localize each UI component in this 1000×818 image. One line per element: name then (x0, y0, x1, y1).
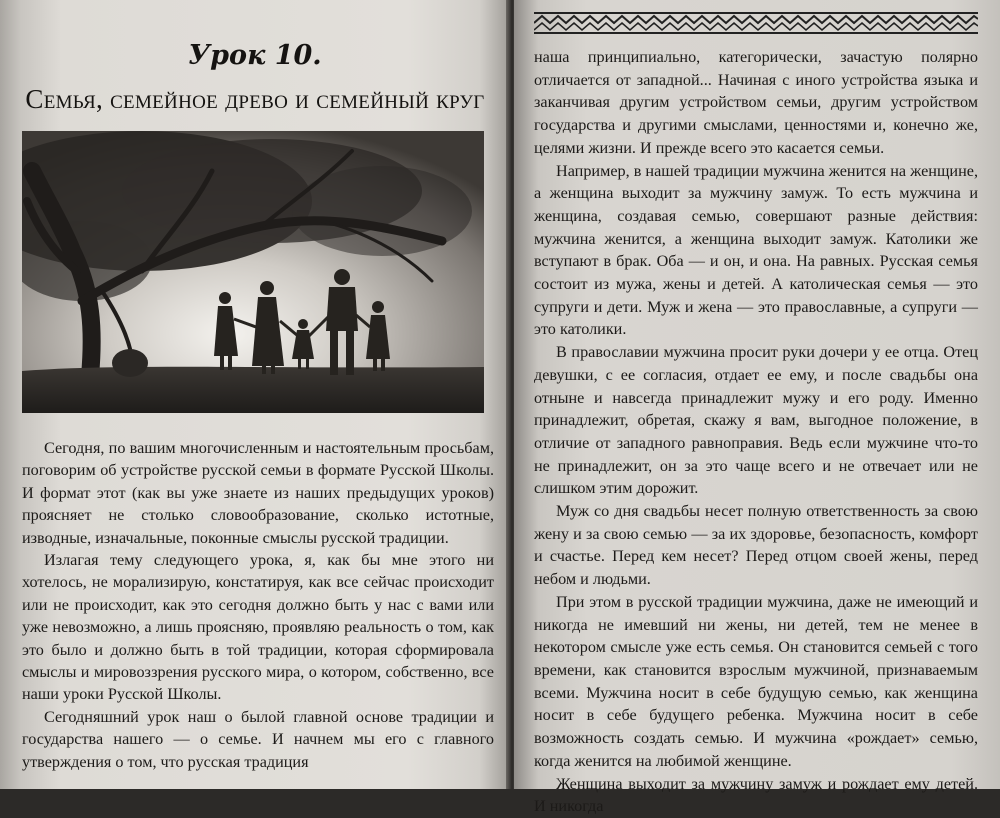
family-tree-photo (22, 131, 484, 413)
left-page-text (22, 437, 494, 773)
lesson-number: Урок 10. (188, 40, 322, 71)
paragraph: При этом в русской традиции мужчина, даже не имеющий и никогда не имевший ни жены, ни детей, тем не менее в некотором смысле уже есть семья. Он становится семьей с того времени, как становится взрослым мужчиной, признаваемым всеми. Мужчина носит в себе будущую семью, как женщина носит в себе будущего ребенка. Мужчина носит в себе возможность создать семью. И мужчина «рождает» семью, когда женится на любимой женщине. (534, 592, 978, 770)
paragraph: Муж со дня свадьбы несет полную ответственность за свою жену и за свою семью — за их здоровье, безопасность, комфорт и счастье. Перед кем несет? Перед отцом своей жены, перед небом и людьми. (534, 502, 978, 589)
paragraph: Например, в нашей традиции мужчина женится на женщине, а женщина выходит за мужчину замуж. То есть мужчина и женщина, создавая семью, совершают разные действия: мужчина женится, а женщина выходит замуж. Католики же вступают в брак. Оба — и он, и она. На равных. Русская семья состоит из мужа, жены и детей. А католическая семья — это супруги и дети. Муж и жена — это православные, а супруги — это католики. (534, 161, 978, 339)
decorative-ornament-border (534, 10, 978, 36)
right-page-text (534, 46, 978, 818)
paragraph: В православии мужчина просит руки дочери у ее отца. Отец девушки, с ее согласия, отдает ее ему, и после свадьбы она отныне и навсегда принадлежит мужу и его роду. Именно принадлежит, обретая, скажу я вам, выгодное положение, в отличие от западного равноправия. Ведь если мужчине что-то не принадлежит, он за это чаще всего и не отвечает или не слишком этим дорожит. (534, 343, 978, 498)
lesson-title: Семья, семейное древо и семейный круг (25, 84, 485, 114)
silhouette-family-under-tree-image (22, 131, 484, 413)
paragraph: Излагая тему следующего урока, я, как бы мне этого ни хотелось, не морализирую, констатируя, как все сейчас происходит или не происходит, как это сегодня должно быть у нас с вами или уже невозможно, а лишь проясняю, проявляю реальность о том, как это было и должно быть в той традиции, которая сформировала смыслы и мировоззрения русского мира, о котором, собственно, все наши уроки Русской Школы. (22, 551, 494, 704)
paragraph: Сегодня, по вашим многочисленным и настоятельным просьбам, поговорим об устройстве русской семьи в формате Русской Школы. И формат этот (как вы уже знаете из наших предыдущих уроков) проясняет не столько словообразование, сколько истотные, изводные, изначальные, поконные смыслы русской традиции. (22, 439, 494, 547)
left-page (0, 0, 510, 789)
paragraph: Сегодняшний урок наш о былой главной основе традиции и государства нашего — о семье. И начнем мы его с главного утверждения о том, что русская традиция (22, 707, 494, 771)
paragraph: наша принципиально, категорически, зачастую полярно отличается от западной... Начиная с иного устройства языка и заканчивая другим устройством семьи, другим устройством государства и другими смыслами, ценностями и, конечно же, целями жизни. И прежде всего это касается семьи. (534, 48, 978, 157)
paragraph: Женщина выходит за мужчину замуж и рождает ему детей. И никогда (534, 774, 978, 816)
